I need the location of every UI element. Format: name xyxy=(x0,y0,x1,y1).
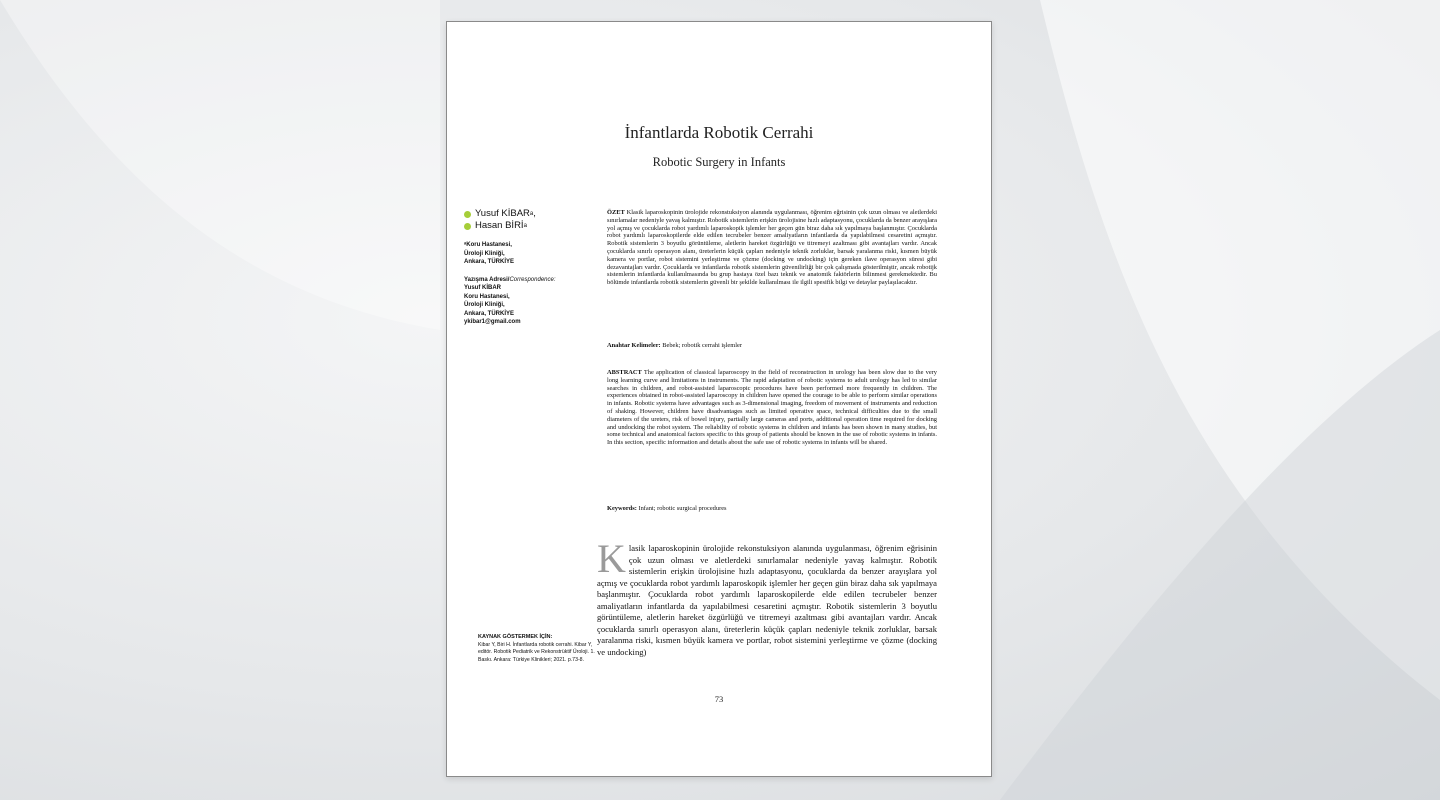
article-title-tr: İnfantlarda Robotik Cerrahi xyxy=(624,123,814,142)
body-text: Klasik laparoskopinin ürolojide rekonstuksiyon alanında uygulanması, öğrenim eğrisinin çok uzun olması ve aletlerdeki sınırlamalar nedeniyle yavaş kalmıştır. Robotik sistemlerin erişkin ürolojisine hızlı adaptasyonu, çocuklarda da benzer arayışlara yol açmış ve çocuklarda robot yardımlı laparoskopik işlemler her geçen gün biraz daha sık yapılmaya başlanmıştır. Çocuklarda robot yardımlı laparoskopilerde elde edilen tecrubeler benzer amaliyatların infantlarda da yapılabilmesi cesaretini açmıştır. Robotik sistemlerin 3 boyutlu görüntüleme, aletlerin hareket özgürlüğü ve titremeyi azaltması gibi avantajları vardır. Ancak çocuklarda sınırlı operasyon alanı, üreterlerin küçük çapları nedeniyle teknik zorluklar, barsak yaralanma riski, kısmen büyük kamera ve portlar, robot sistemini yerleştirme ve çözme (docking ve undocking) xyxy=(597,536,937,657)
author-sidebar xyxy=(464,208,599,327)
author-1-name: Yusuf KİBAR xyxy=(475,208,530,219)
affiliation: ᵃKoru Hastanesi, Üroloji Kliniği, Ankara, TÜRKİYE xyxy=(464,242,515,265)
orcid-icon[interactable] xyxy=(464,211,471,218)
author-1: Yusuf KİBAR a , xyxy=(464,208,599,220)
author-2: Hasan BİRİ a xyxy=(464,220,599,232)
article-title-en: Robotic Surgery in Infants xyxy=(652,155,786,169)
correspondence: Yazışma Adresi/Correspondence: Yusuf KİBAR Koru Hastanesi, Üroloji Kliniği, Ankara, TÜRKİYE ykibar1@gmail.com xyxy=(464,276,599,327)
ozet-section: ÖZET Klasik laparoskopinin ürolojide rekonstuksiyon alanında uygulanması, öğrenim eğrisinin çok uzun olması ve aletlerdeki sınırlamalar nedeniyle yavaş kalmıştır. Robotik sistemlerin erişkin ürolojisine hızlı adaptasyonu, çocuklarda da benzer arayışlara yol açmış ve çocuklarda robot yardımlı laparoskopik işlemler her geçen gün biraz daha sık yapılmaya başlanmıştır. Çocuklarda robot yardımlı laparoskopilerde elde edilen tecrubeler benzer amaliyatların infantlarda da yapılabilmesi cesaretini açmıştır. Robotik sistemlerin 3 boyutlu görüntüleme, aletlerin hareket özgürlüğü ve titremeyi azaltması gibi avantajları vardır. Ancak çocuklarda sınırlı operasyon alanı, üreterlerin küçük çapları nedeniyle teknik zorluklar, barsak yaralanma riski, kısmen büyük kamera ve portlar, robot sistemini yerleştirme ve çözme (docking ve undocking) için gereken ilave operasyon süresi gibi dezavantajları vardır. Çocuklarda ve infantlarda robotik sistemlerin güvenilirliği bir çok çalışmada gösterilmiştir, ancak robotijk sistemlerin infantlarda kullanılmasında bu grup hastaya özel bazı teknik ve anatomik faktörlerin bilinmesi gerekmektedir. Bu bölümde infantlarda robotik sistemlerin güvenli bir şekilde kullanılması ile ilgili spesifik bilgi ve detaylar paylaşılacaktır. xyxy=(607,209,938,287)
keywords-tr: Anahtar Kelimeler: Bebek; robotik cerrahi işlemler xyxy=(607,342,742,349)
document-page xyxy=(446,21,992,777)
author-2-name: Hasan BİRİ xyxy=(475,220,524,231)
email-link[interactable]: ykibar1@gmail.com xyxy=(464,319,521,325)
citation-box: KAYNAK GÖSTERMEK İÇİN: Kibar Y, Biri H. İnfantlarda robotik cerrahi. Kibar Y, editör. Robotik Pediatrik ve Rekonstrüktif Üroloji. 1. Baskı. Ankara: Türkiye Klinikleri; 2021. p.73-8. xyxy=(478,634,595,663)
drop-cap: K xyxy=(597,536,626,581)
orcid-icon[interactable] xyxy=(464,223,471,230)
keywords-en: Keywords: Infant; robotic surgical procedures xyxy=(607,505,727,512)
abstract-section: ABSTRACT The application of classical laparoscopy in the field of reconstruction in urology has been slow due to the very long learning curve and limitations in instruments. The rapid adaptation of robotic systems to adult urology has led to similar searches in children, and robot-assisted laparoscopic procedures have been performed more frequently in children. The experiences obtained in robot-assisted laparoscopy in children have opened the courage to be able to perform similar operations in infants. Robotic systems have advantages such as 3-dimensional imaging, freedom of movement of instruments and reduction of shaking. However, children have disadvantages such as limited operative space, technical difficulties due to the small diameters of the ureters, risk of bowel injury, partially large cameras and ports, additional operation time required for docking and undocking the robot system. The reliability of robotic systems in children and infants has been shown in many studies, but some technical and anatomical factors specific to this group of patients should be known in the use of robotic systems in infants. In this section, specific information and details about the safe use of robotic systems in infants will be shared. xyxy=(607,369,937,447)
page-number: 73 xyxy=(714,694,724,704)
